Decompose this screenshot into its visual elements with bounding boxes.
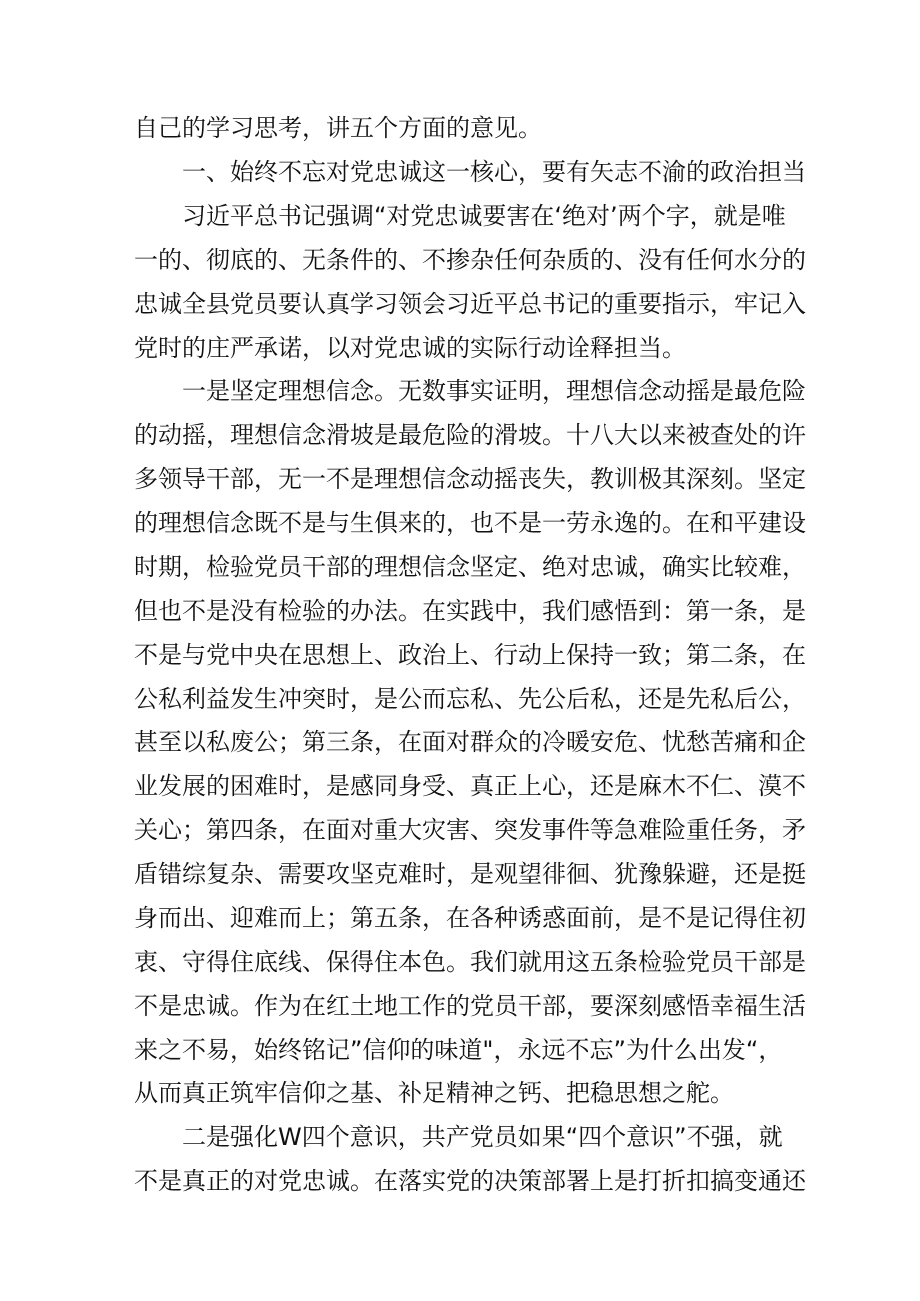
text-line: 不是与党中央在思想上、政治上、行动上保持一致；第二条，在 <box>134 641 806 669</box>
text-line: 甚至以私废公；第三条，在面对群众的冷暖安危、忧愁苦痛和企 <box>134 728 806 756</box>
text-line: 不是忠诚。作为在红土地工作的党员干部，要深刻感悟幸福生活 <box>134 992 806 1020</box>
text-line: 身而出、迎难而上；第五条，在各种诱惑面前，是不是记得住初 <box>134 904 806 932</box>
text-line: 公私利益发生冲突时，是公而忘私、先公后私，还是先私后公， <box>134 685 806 713</box>
text-line: 关心；第四条，在面对重大灾害、突发事件等急难险重任务，矛 <box>134 816 806 844</box>
text-line: 的理想信念既不是与生俱来的，也不是一劳永逸的。在和平建设 <box>134 509 806 537</box>
text-line: 衷、守得住底线、保得住本色。我们就用这五条检验党员干部是 <box>134 948 806 976</box>
text-line: 不是真正的对党忠诚。在落实党的决策部署上是打折扣搞变通还 <box>134 1167 806 1195</box>
text-line: 二是强化W四个意识，共产党员如果“四个意识”不强，就 <box>182 1123 783 1151</box>
text-line: 盾错综复杂、需要攻坚克难时，是观望徘徊、犹豫躲避，还是挺 <box>134 860 806 888</box>
text-line: 习近平总书记强调“对党忠诚要害在‘绝对’两个字，就是唯 <box>182 202 786 230</box>
section-heading: 一、始终不忘对党忠诚这一核心，要有矢志不渝的政治担当 <box>182 158 806 186</box>
text-line: 自己的学习思考，讲五个方面的意见。 <box>134 114 542 142</box>
text-line: 业发展的困难时，是感同身受、真正上心，还是麻木不仁、漠不 <box>134 772 806 800</box>
text-line: 一是坚定理想信念。无数事实证明，理想信念动摇是最危险 <box>182 377 806 405</box>
text-line: 从而真正筑牢信仰之基、补足精神之钙、把稳思想之舵。 <box>134 1079 734 1107</box>
text-line: 多领导干部，无一不是理想信念动摇丧失，教训极其深刻。坚定 <box>134 465 806 493</box>
text-line: 党时的庄严承诺，以对党忠诚的实际行动诠释担当。 <box>134 334 686 362</box>
text-line: 一的、彻底的、无条件的、不掺杂任何杂质的、没有任何水分的 <box>134 246 806 274</box>
text-line: 忠诚全县党员要认真学习领会习近平总书记的重要指示，牢记入 <box>134 290 806 318</box>
text-line: 但也不是没有检验的办法。在实践中，我们感悟到：第一条，是 <box>134 597 806 625</box>
text-line: 时期，检验党员干部的理想信念坚定、绝对忠诚，确实比较难， <box>134 553 806 581</box>
text-line: 来之不易，始终铭记”信仰的味道"，永远不忘”为什么出发“， <box>134 1036 783 1064</box>
text-line: 的动摇，理想信念滑坡是最危险的滑坡。十八大以来被查处的许 <box>134 421 806 449</box>
